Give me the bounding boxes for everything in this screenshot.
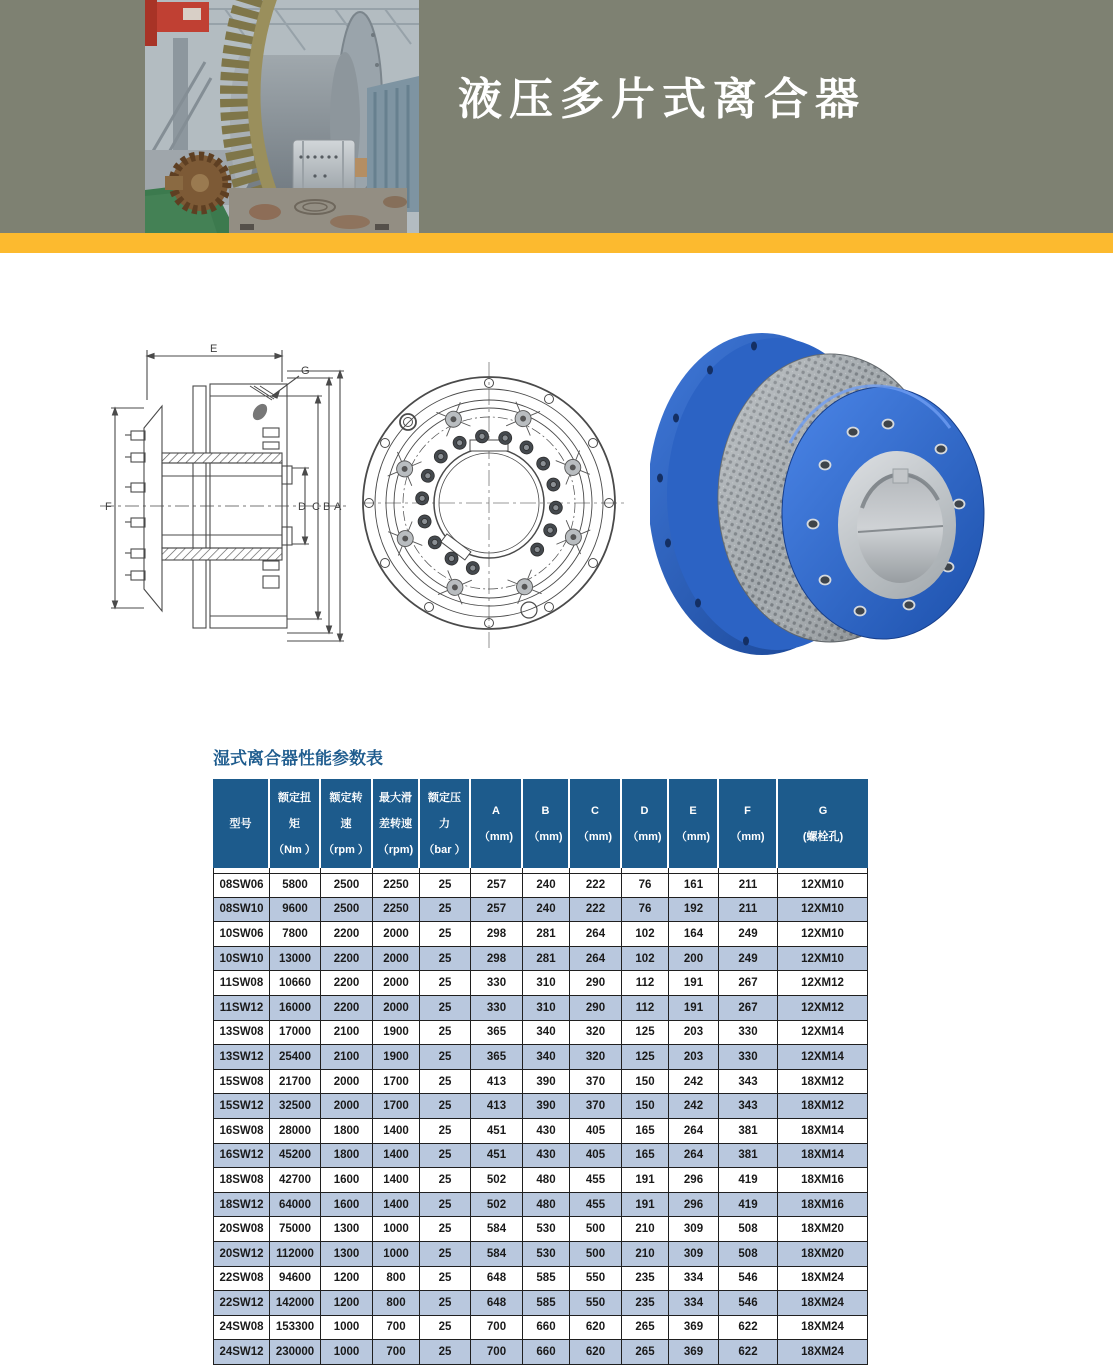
- value-cell: 142000: [270, 1291, 321, 1316]
- value-cell: 249: [719, 922, 778, 947]
- model-cell: 08SW10: [213, 898, 270, 923]
- value-cell: 25: [420, 898, 471, 923]
- clutch-cylinder: [293, 140, 355, 192]
- value-cell: 230000: [270, 1340, 321, 1365]
- value-cell: 102: [622, 922, 669, 947]
- page-title: 液压多片式离合器: [458, 75, 866, 124]
- value-cell: 18XM12: [778, 1094, 868, 1119]
- value-cell: 584: [471, 1217, 523, 1242]
- value-cell: 7800: [270, 922, 321, 947]
- value-cell: 2000: [321, 1094, 373, 1119]
- value-cell: 102: [622, 947, 669, 972]
- model-cell: 11SW08: [213, 971, 270, 996]
- dim-label-F: F: [105, 501, 112, 513]
- value-cell: 310: [523, 971, 570, 996]
- value-cell: 1000: [373, 1242, 420, 1267]
- value-cell: 235: [622, 1267, 669, 1292]
- model-cell: 10SW10: [213, 947, 270, 972]
- value-cell: 309: [669, 1242, 719, 1267]
- value-cell: 390: [523, 1070, 570, 1095]
- value-cell: 10660: [270, 971, 321, 996]
- value-cell: 310: [523, 996, 570, 1021]
- value-cell: 1900: [373, 1045, 420, 1070]
- value-cell: 800: [373, 1267, 420, 1292]
- column-header-0: 型号: [213, 779, 270, 868]
- value-cell: 191: [669, 996, 719, 1021]
- model-cell: 18SW12: [213, 1193, 270, 1218]
- value-cell: 150: [622, 1094, 669, 1119]
- value-cell: 264: [570, 947, 622, 972]
- model-cell: 22SW08: [213, 1267, 270, 1292]
- value-cell: 660: [523, 1340, 570, 1365]
- value-cell: 76: [622, 873, 669, 898]
- value-cell: 18XM16: [778, 1193, 868, 1218]
- value-cell: 334: [669, 1291, 719, 1316]
- value-cell: 405: [570, 1119, 622, 1144]
- value-cell: 264: [669, 1119, 719, 1144]
- value-cell: 25: [420, 1070, 471, 1095]
- value-cell: 343: [719, 1094, 778, 1119]
- value-cell: 16000: [270, 996, 321, 1021]
- value-cell: 700: [373, 1316, 420, 1341]
- value-cell: 2000: [321, 1070, 373, 1095]
- value-cell: 12XM12: [778, 971, 868, 996]
- value-cell: 419: [719, 1168, 778, 1193]
- value-cell: 257: [471, 873, 523, 898]
- value-cell: 1200: [321, 1267, 373, 1292]
- value-cell: 370: [570, 1094, 622, 1119]
- column-header-6: B （mm): [523, 779, 570, 868]
- value-cell: 1300: [321, 1242, 373, 1267]
- value-cell: 12XM10: [778, 947, 868, 972]
- value-cell: 330: [471, 996, 523, 1021]
- value-cell: 369: [669, 1340, 719, 1365]
- value-cell: 18XM14: [778, 1119, 868, 1144]
- value-cell: 2250: [373, 873, 420, 898]
- value-cell: 290: [570, 996, 622, 1021]
- base-frame: [229, 188, 407, 233]
- value-cell: 211: [719, 898, 778, 923]
- value-cell: 530: [523, 1217, 570, 1242]
- value-cell: 249: [719, 947, 778, 972]
- value-cell: 648: [471, 1267, 523, 1292]
- value-cell: 12XM12: [778, 996, 868, 1021]
- value-cell: 5800: [270, 873, 321, 898]
- value-cell: 550: [570, 1291, 622, 1316]
- value-cell: 222: [570, 898, 622, 923]
- value-cell: 1300: [321, 1217, 373, 1242]
- model-cell: 24SW12: [213, 1340, 270, 1365]
- value-cell: 622: [719, 1316, 778, 1341]
- value-cell: 430: [523, 1144, 570, 1169]
- value-cell: 25: [420, 873, 471, 898]
- model-cell: 18SW08: [213, 1168, 270, 1193]
- value-cell: 2100: [321, 1045, 373, 1070]
- value-cell: 296: [669, 1168, 719, 1193]
- value-cell: 18XM24: [778, 1340, 868, 1365]
- value-cell: 451: [471, 1119, 523, 1144]
- model-cell: 15SW12: [213, 1094, 270, 1119]
- value-cell: 1000: [321, 1340, 373, 1365]
- value-cell: 112000: [270, 1242, 321, 1267]
- model-cell: 16SW08: [213, 1119, 270, 1144]
- value-cell: 800: [373, 1291, 420, 1316]
- value-cell: 550: [570, 1267, 622, 1292]
- value-cell: 210: [622, 1217, 669, 1242]
- value-cell: 25: [420, 1316, 471, 1341]
- value-cell: 191: [622, 1168, 669, 1193]
- model-cell: 08SW06: [213, 873, 270, 898]
- value-cell: 369: [669, 1316, 719, 1341]
- value-cell: 25: [420, 1242, 471, 1267]
- column-header-5: A （mm): [471, 779, 523, 868]
- value-cell: 281: [523, 922, 570, 947]
- value-cell: 620: [570, 1340, 622, 1365]
- value-cell: 94600: [270, 1267, 321, 1292]
- value-cell: 18XM20: [778, 1242, 868, 1267]
- model-cell: 11SW12: [213, 996, 270, 1021]
- value-cell: 211: [719, 873, 778, 898]
- dim-label-G: G: [301, 365, 310, 377]
- value-cell: 32500: [270, 1094, 321, 1119]
- value-cell: 1400: [373, 1144, 420, 1169]
- value-cell: 330: [719, 1021, 778, 1046]
- value-cell: 222: [570, 873, 622, 898]
- value-cell: 18XM24: [778, 1267, 868, 1292]
- value-cell: 25: [420, 922, 471, 947]
- value-cell: 25: [420, 971, 471, 996]
- value-cell: 1600: [321, 1168, 373, 1193]
- value-cell: 584: [471, 1242, 523, 1267]
- value-cell: 25: [420, 1291, 471, 1316]
- value-cell: 413: [471, 1094, 523, 1119]
- value-cell: 25: [420, 1045, 471, 1070]
- value-cell: 430: [523, 1119, 570, 1144]
- value-cell: 240: [523, 898, 570, 923]
- value-cell: 164: [669, 922, 719, 947]
- value-cell: 203: [669, 1045, 719, 1070]
- value-cell: 25: [420, 1193, 471, 1218]
- value-cell: 1800: [321, 1119, 373, 1144]
- value-cell: 648: [471, 1291, 523, 1316]
- value-cell: 235: [622, 1291, 669, 1316]
- value-cell: 700: [471, 1316, 523, 1341]
- value-cell: 125: [622, 1045, 669, 1070]
- value-cell: 622: [719, 1340, 778, 1365]
- value-cell: 365: [471, 1021, 523, 1046]
- value-cell: 290: [570, 971, 622, 996]
- value-cell: 12XM14: [778, 1045, 868, 1070]
- value-cell: 620: [570, 1316, 622, 1341]
- column-header-8: D （mm): [622, 779, 669, 868]
- value-cell: 12XM14: [778, 1021, 868, 1046]
- model-cell: 13SW12: [213, 1045, 270, 1070]
- value-cell: 191: [669, 971, 719, 996]
- dim-label-C: C: [312, 501, 320, 513]
- value-cell: 546: [719, 1267, 778, 1292]
- value-cell: 112: [622, 996, 669, 1021]
- value-cell: 419: [719, 1193, 778, 1218]
- spec-table: [213, 779, 868, 1365]
- model-cell: 24SW08: [213, 1316, 270, 1341]
- value-cell: 330: [471, 971, 523, 996]
- value-cell: 76: [622, 898, 669, 923]
- value-cell: 192: [669, 898, 719, 923]
- value-cell: 405: [570, 1144, 622, 1169]
- column-header-11: G (螺栓孔): [778, 779, 868, 868]
- value-cell: 334: [669, 1267, 719, 1292]
- value-cell: 1900: [373, 1021, 420, 1046]
- value-cell: 264: [669, 1144, 719, 1169]
- value-cell: 530: [523, 1242, 570, 1267]
- value-cell: 1700: [373, 1094, 420, 1119]
- value-cell: 330: [719, 1045, 778, 1070]
- value-cell: 242: [669, 1070, 719, 1095]
- value-cell: 2200: [321, 922, 373, 947]
- value-cell: 1000: [373, 1217, 420, 1242]
- table-title: 湿式离合器性能参数表: [213, 749, 383, 768]
- value-cell: 264: [570, 922, 622, 947]
- value-cell: 298: [471, 947, 523, 972]
- value-cell: 28000: [270, 1119, 321, 1144]
- value-cell: 200: [669, 947, 719, 972]
- value-cell: 2250: [373, 898, 420, 923]
- value-cell: 2500: [321, 873, 373, 898]
- column-header-2: 额定转 速 （rpm ）: [321, 779, 373, 868]
- model-cell: 22SW12: [213, 1291, 270, 1316]
- value-cell: 25: [420, 1119, 471, 1144]
- value-cell: 480: [523, 1193, 570, 1218]
- value-cell: 451: [471, 1144, 523, 1169]
- value-cell: 320: [570, 1045, 622, 1070]
- value-cell: 265: [622, 1316, 669, 1341]
- value-cell: 585: [523, 1267, 570, 1292]
- value-cell: 25: [420, 1094, 471, 1119]
- value-cell: 2100: [321, 1021, 373, 1046]
- model-cell: 10SW06: [213, 922, 270, 947]
- value-cell: 12XM10: [778, 898, 868, 923]
- value-cell: 390: [523, 1094, 570, 1119]
- value-cell: 75000: [270, 1217, 321, 1242]
- value-cell: 508: [719, 1217, 778, 1242]
- model-cell: 15SW08: [213, 1070, 270, 1095]
- value-cell: 17000: [270, 1021, 321, 1046]
- column-header-9: E （mm): [669, 779, 719, 868]
- value-cell: 2200: [321, 971, 373, 996]
- value-cell: 2000: [373, 971, 420, 996]
- accent-bar: [0, 233, 1113, 253]
- value-cell: 45200: [270, 1144, 321, 1169]
- value-cell: 18XM16: [778, 1168, 868, 1193]
- dim-label-B: B: [323, 501, 331, 513]
- value-cell: 153300: [270, 1316, 321, 1341]
- value-cell: 381: [719, 1144, 778, 1169]
- value-cell: 508: [719, 1242, 778, 1267]
- value-cell: 210: [622, 1242, 669, 1267]
- value-cell: 455: [570, 1168, 622, 1193]
- value-cell: 18XM14: [778, 1144, 868, 1169]
- value-cell: 2500: [321, 898, 373, 923]
- value-cell: 25400: [270, 1045, 321, 1070]
- value-cell: 13000: [270, 947, 321, 972]
- value-cell: 242: [669, 1094, 719, 1119]
- value-cell: 21700: [270, 1070, 321, 1095]
- value-cell: 298: [471, 922, 523, 947]
- value-cell: 1400: [373, 1168, 420, 1193]
- dim-label-E: E: [210, 343, 218, 355]
- column-header-3: 最大滑 差转速 （rpm): [373, 779, 420, 868]
- value-cell: 25: [420, 1340, 471, 1365]
- value-cell: 203: [669, 1021, 719, 1046]
- value-cell: 18XM24: [778, 1316, 868, 1341]
- value-cell: 265: [622, 1340, 669, 1365]
- value-cell: 343: [719, 1070, 778, 1095]
- value-cell: 700: [373, 1340, 420, 1365]
- value-cell: 340: [523, 1021, 570, 1046]
- value-cell: 25: [420, 1168, 471, 1193]
- value-cell: 309: [669, 1217, 719, 1242]
- value-cell: 370: [570, 1070, 622, 1095]
- value-cell: 25: [420, 996, 471, 1021]
- value-cell: 1700: [373, 1070, 420, 1095]
- column-header-4: 额定压 力 （bar ）: [420, 779, 471, 868]
- value-cell: 502: [471, 1168, 523, 1193]
- value-cell: 413: [471, 1070, 523, 1095]
- value-cell: 2000: [373, 996, 420, 1021]
- value-cell: 125: [622, 1021, 669, 1046]
- value-cell: 2000: [373, 947, 420, 972]
- value-cell: 480: [523, 1168, 570, 1193]
- value-cell: 1600: [321, 1193, 373, 1218]
- value-cell: 546: [719, 1291, 778, 1316]
- value-cell: 240: [523, 873, 570, 898]
- value-cell: 12XM10: [778, 873, 868, 898]
- column-header-10: F （mm): [719, 779, 778, 868]
- value-cell: 25: [420, 1144, 471, 1169]
- model-cell: 13SW08: [213, 1021, 270, 1046]
- value-cell: 1200: [321, 1291, 373, 1316]
- value-cell: 9600: [270, 898, 321, 923]
- value-cell: 165: [622, 1119, 669, 1144]
- value-cell: 500: [570, 1217, 622, 1242]
- value-cell: 191: [622, 1193, 669, 1218]
- side-view-drawing: [100, 336, 355, 648]
- value-cell: 25: [420, 1217, 471, 1242]
- value-cell: 500: [570, 1242, 622, 1267]
- value-cell: 25: [420, 947, 471, 972]
- value-cell: 18XM12: [778, 1070, 868, 1095]
- value-cell: 281: [523, 947, 570, 972]
- dim-label-D: D: [298, 501, 306, 513]
- value-cell: 25: [420, 1021, 471, 1046]
- value-cell: 365: [471, 1045, 523, 1070]
- dim-label-A: A: [334, 501, 342, 513]
- value-cell: 700: [471, 1340, 523, 1365]
- value-cell: 1000: [321, 1316, 373, 1341]
- value-cell: 112: [622, 971, 669, 996]
- value-cell: 267: [719, 971, 778, 996]
- value-cell: 1400: [373, 1193, 420, 1218]
- value-cell: 340: [523, 1045, 570, 1070]
- spec-table-header: [213, 779, 868, 868]
- value-cell: 585: [523, 1291, 570, 1316]
- value-cell: 660: [523, 1316, 570, 1341]
- value-cell: 12XM10: [778, 922, 868, 947]
- product-photo: [145, 0, 419, 233]
- value-cell: 161: [669, 873, 719, 898]
- value-cell: 455: [570, 1193, 622, 1218]
- value-cell: 18XM24: [778, 1291, 868, 1316]
- column-header-7: C （mm): [570, 779, 622, 868]
- value-cell: 165: [622, 1144, 669, 1169]
- value-cell: 381: [719, 1119, 778, 1144]
- clutch-3d-render: [650, 328, 985, 675]
- value-cell: 296: [669, 1193, 719, 1218]
- value-cell: 18XM20: [778, 1217, 868, 1242]
- value-cell: 267: [719, 996, 778, 1021]
- value-cell: 2200: [321, 947, 373, 972]
- value-cell: 150: [622, 1070, 669, 1095]
- column-header-1: 额定扭 矩 （Nm ）: [270, 779, 321, 868]
- model-cell: 20SW08: [213, 1217, 270, 1242]
- front-view-drawing: [362, 358, 632, 652]
- value-cell: 25: [420, 1267, 471, 1292]
- value-cell: 257: [471, 898, 523, 923]
- model-cell: 16SW12: [213, 1144, 270, 1169]
- value-cell: 1800: [321, 1144, 373, 1169]
- value-cell: 2200: [321, 996, 373, 1021]
- model-cell: 20SW12: [213, 1242, 270, 1267]
- value-cell: 64000: [270, 1193, 321, 1218]
- spec-table-body: [213, 868, 868, 1365]
- value-cell: 1400: [373, 1119, 420, 1144]
- value-cell: 2000: [373, 922, 420, 947]
- value-cell: 502: [471, 1193, 523, 1218]
- value-cell: 320: [570, 1021, 622, 1046]
- value-cell: 42700: [270, 1168, 321, 1193]
